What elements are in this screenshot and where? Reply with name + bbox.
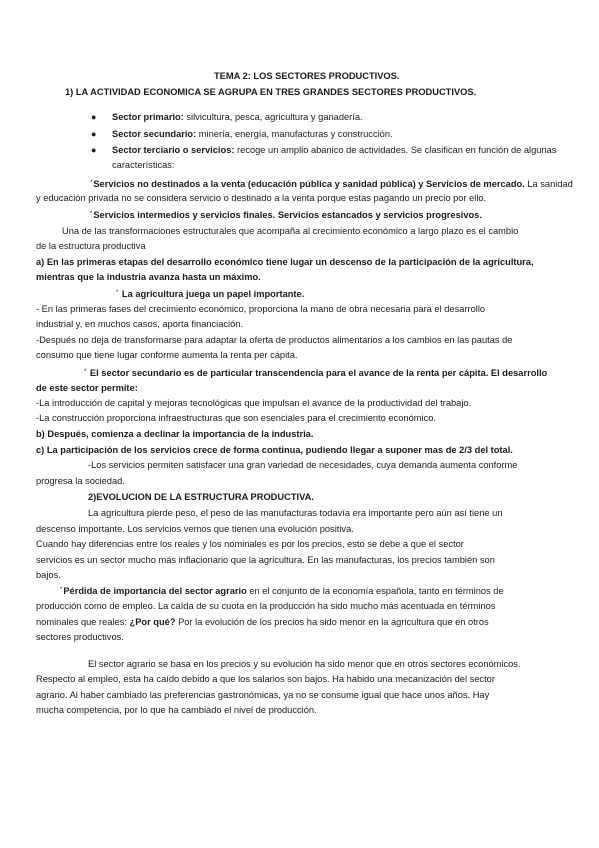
bullet-secondary: Sector secundario: minería, energía, manufacturas y construcción. (112, 129, 393, 139)
paragraph-line: -Los servicios permiten satisfacer una gran variedad de necesidades, cuya demanda aumenta conforme (88, 460, 518, 470)
paragraph-line: agrario. Al haber cambiado las preferencias gastronómicas, ya no se consume igual que hace unos años. Hay (36, 690, 490, 700)
bullet-tertiary-cont: características: (112, 160, 175, 170)
bullet-primary: Sector primario: silvicultura, pesca, agricultura y ganadería. (112, 112, 363, 122)
heading-1: 1) LA ACTIVIDAD ECONOMICA SE AGRUPA EN TRES GRANDES SECTORES PRODUCTIVOS. (65, 87, 477, 97)
paragraph-line: La agricultura pierde peso, el peso de las manufacturas todavía era importante pero aún así tiene un (88, 508, 503, 518)
document-title: TEMA 2: LOS SECTORES PRODUCTIVOS. (214, 71, 400, 81)
paragraph-line: sectores productivos. (36, 632, 124, 642)
paragraph-line: -Después no deja de transformarse para adaptar la oferta de productos alimentarios a los cambios en las pautas de (36, 335, 513, 345)
heading-2: 2)EVOLUCION DE LA ESTRUCTURA PRODUCTIVA. (88, 492, 314, 502)
point-a: a) En las primeras etapas del desarrollo económico tiene lugar un descenso de la participación de la agricultura, (36, 257, 534, 267)
bullet-icon: ● (91, 112, 97, 122)
paragraph-line: -La introducción de capital y mejoras tecnológicas que impulsan el avance de la productividad del trabajo. (36, 398, 472, 408)
paragraph-line: mucha competencia, por lo que ha cambiado el nivel de producción. (36, 705, 317, 715)
paragraph-line: servicios es un sector mucho más inflacionario que la agricultura. En las manufacturas, los precios también son (36, 555, 495, 565)
services-classification-2: *Servicios intermedios y servicios finales. Servicios estancados y servicios progresivos. (90, 210, 482, 220)
bullet-tertiary: Sector terciario o servicios: recoge un amplio abanico de actividades. Se clasifican en función de algunas (112, 145, 557, 155)
paragraph-line: consumo que tiene lugar conforme aumenta la renta per cápita. (36, 350, 298, 360)
bullet-icon: ● (91, 145, 97, 155)
agriculture-heading: * La agricultura juega un papel importante. (116, 289, 305, 299)
bullet-icon: ● (91, 129, 97, 139)
services-classification-1-cont: y educación privada no se considera servicio o destinado a la venta porque estas pagando un precio por ello. (36, 193, 487, 203)
paragraph-line: de la estructura productiva (36, 241, 146, 251)
agrarian-loss-line: *Pérdida de importancia del sector agrario en el conjunto de la economía española, tanto en términos de (60, 586, 504, 596)
paragraph-line: -La construcción proporciona infraestructuras que son esenciales para el crecimiento económico. (36, 413, 436, 423)
paragraph-line: progresa la sociedad. (36, 476, 125, 486)
paragraph-line: El sector agrario se basa en los precios y su evolución ha sido menor que en otros sectores económicos. (88, 659, 521, 669)
point-b: b) Después, comienza a declinar la importancia de la industria. (36, 429, 314, 439)
secondary-sector-heading: * El sector secundario es de particular transcendencia para el avance de la renta per cápita. El desarrollo (84, 368, 548, 378)
paragraph-line: descenso importante. Los servicios vemos que tienen una evolución positiva. (36, 524, 354, 534)
paragraph-line: Una de las transformaciones estructurales que acompaña al crecimiento económico a largo plazo es el cambio (62, 226, 519, 236)
paragraph-line: bajos. (36, 570, 61, 580)
paragraph-line: producción como de empleo. La caída de su cuota en la producción ha sido mucho más acentuada en términos (36, 601, 496, 611)
services-classification-1: *Servicios no destinados a la venta (educación pública y sanidad pública) y Servicios de mercado. La sanidad (90, 179, 573, 189)
paragraph-line: Cuando hay diferencias entre los reales y los nominales es por los precios, esto se debe a que el sector (36, 539, 464, 549)
secondary-sector-heading-cont: de este sector permite: (36, 383, 138, 393)
point-c: c) La participación de los servicios crece de forma continua, pudiendo llegar a suponer mas de 2/3 del total. (36, 445, 513, 455)
paragraph-line: Respecto al empleo, esta ha caído debido a que los salarios son bajos. Ha habido una mecanización del sector (36, 674, 495, 684)
paragraph-line: - En las primeras fases del crecimiento económico, proporciona la mano de obra necesaria para el desarrollo (36, 304, 486, 314)
point-a-cont: mientras que la industria avanza hasta un máximo. (36, 272, 261, 282)
paragraph-line: nominales que reales: ¿Por qué? Por la evolución de los precios ha sido menor en la agricultura que en otros (36, 617, 489, 627)
paragraph-line: industrial y, en muchos casos, aporta financiación. (36, 319, 244, 329)
